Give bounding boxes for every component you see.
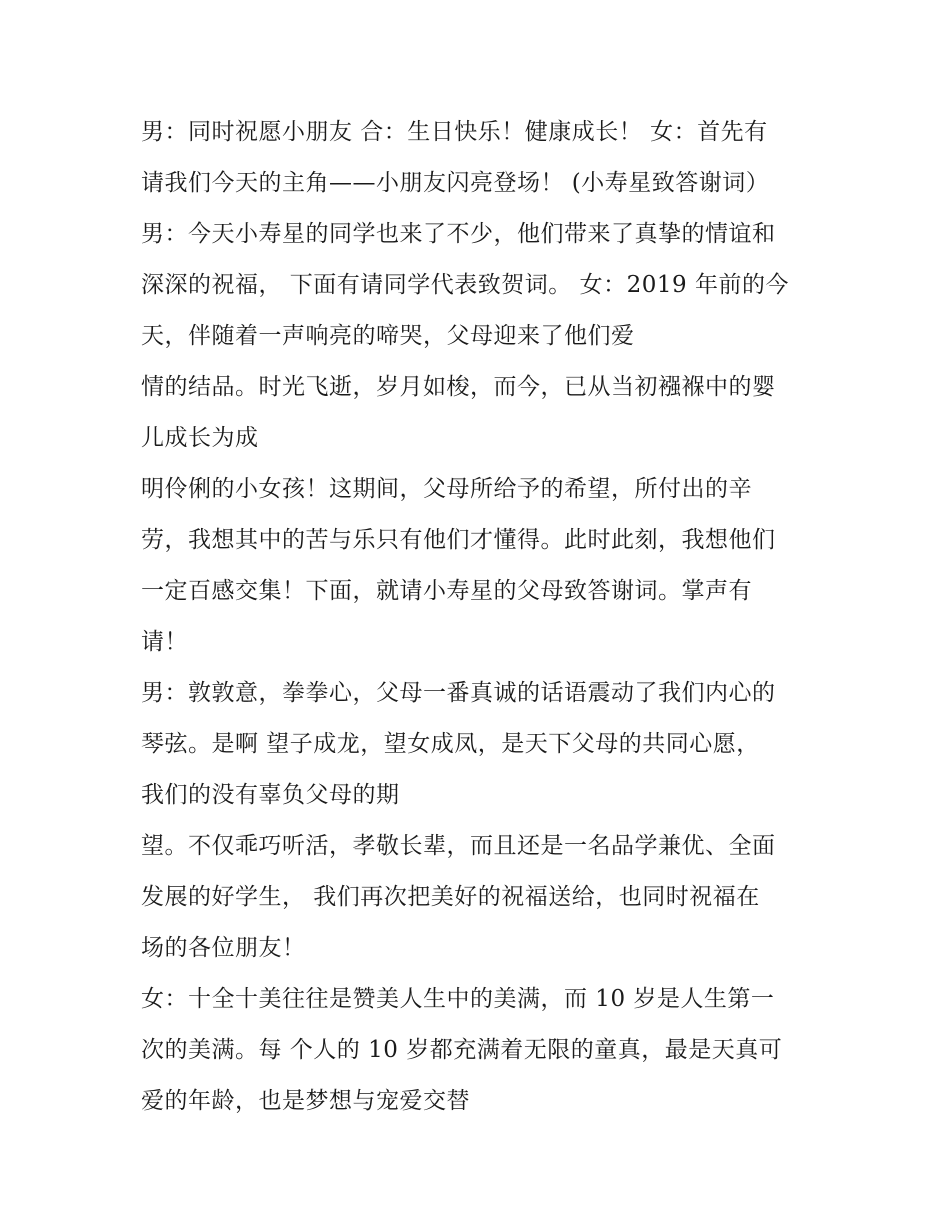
text-line: 天，伴随着一声响亮的啼哭，父母迎来了他们爱 bbox=[141, 323, 635, 349]
text-line: 我们的没有辜负父母的期 bbox=[141, 782, 400, 808]
text-line: 场的各位朋友！ bbox=[141, 935, 306, 961]
text-line: 琴弦。是啊 望子成龙，望女成凤，是天下父母的共同心愿， bbox=[141, 731, 760, 757]
text-line: 望。不仅乖巧听活，孝敬长辈，而且还是一名品学兼优、全面 bbox=[141, 833, 776, 859]
text-line: 情的结品。时光飞逝，岁月如梭，而今，已从当初襁褓中的婴 bbox=[141, 374, 776, 400]
text-line: 发展的好学生， 我们再次把美好的祝福送给，也同时祝福在 bbox=[141, 884, 760, 910]
text-line: 劳，我想其中的苦与乐只有他们才懂得。此时此刻，我想他们 bbox=[141, 527, 776, 553]
text-line: 女：十全十美往往是赞美人生中的美满，而 10 岁是人生第一 bbox=[141, 986, 775, 1012]
text-line: 男：同时祝愿小朋友 合：生日快乐！健康成长！ 女：首先有 bbox=[141, 119, 768, 145]
text-line: 男：今天小寿星的同学也来了不少，他们带来了真挚的情谊和 bbox=[141, 221, 776, 247]
document-body bbox=[141, 107, 821, 1127]
text-line: 请我们今天的主角——小朋友闪亮登场！ (小寿星致答谢词） bbox=[141, 170, 770, 196]
text-line: 一定百感交集！下面，就请小寿星的父母致答谢词。掌声有 bbox=[141, 578, 752, 604]
text-line: 深深的祝福， 下面有请同学代表致贺词。 女：2019 年前的今 bbox=[141, 272, 789, 298]
text-line: 儿成长为成 bbox=[141, 425, 259, 451]
text-line: 爱的年龄，也是梦想与宠爱交替 bbox=[141, 1088, 470, 1114]
text-line: 次的美满。每 个人的 10 岁都充满着无限的童真，最是天真可 bbox=[141, 1037, 783, 1063]
text-line: 男：敦敦意，拳拳心，父母一番真诚的话语震动了我们内心的 bbox=[141, 680, 776, 706]
text-line: 请！ bbox=[141, 629, 188, 655]
text-line: 明伶俐的小女孩！这期间，父母所给予的希望，所付出的辛 bbox=[141, 476, 752, 502]
